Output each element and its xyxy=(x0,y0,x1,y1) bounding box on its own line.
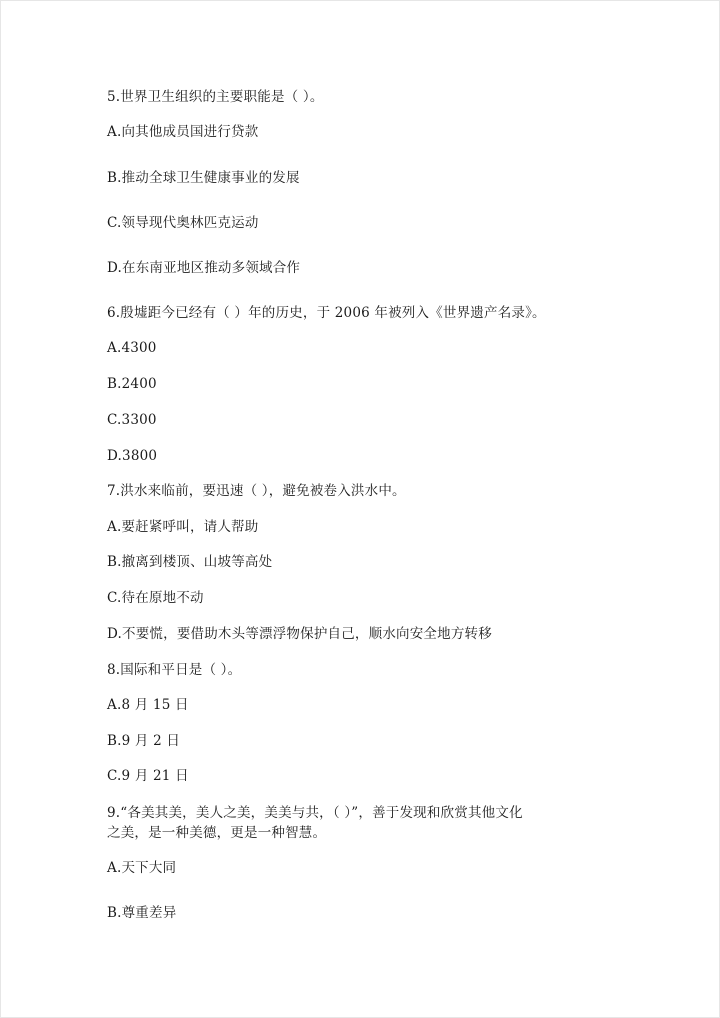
question-6-option-b: B.2400 xyxy=(107,376,157,392)
question-7-stem: 7.洪水来临前，要迅速（ ），避免被卷入洪水中。 xyxy=(107,483,406,499)
question-7-option-b: B.撤离到楼顶、山坡等高处 xyxy=(107,554,273,570)
question-9-option-b: B.尊重差异 xyxy=(107,905,177,921)
question-8-option-c: C.9 月 21 日 xyxy=(107,768,189,784)
question-8-option-b: B.9 月 2 日 xyxy=(107,733,181,749)
question-5-option-b: B.推动全球卫生健康事业的发展 xyxy=(107,170,300,186)
question-6-option-a: A.4300 xyxy=(107,340,157,356)
question-5-option-a: A.向其他成员国进行贷款 xyxy=(107,124,259,140)
question-7-option-d: D.不要慌，要借助木头等漂浮物保护自己，顺水向安全地方转移 xyxy=(107,626,492,642)
question-9-option-a: A.天下大同 xyxy=(107,860,177,876)
question-8-option-a: A.8 月 15 日 xyxy=(107,697,189,713)
question-5-option-d: D.在东南亚地区推动多领域合作 xyxy=(107,260,301,276)
question-9-stem-line-2: 之美，是一种美德，更是一种智慧。 xyxy=(107,825,327,841)
question-7-option-c: C.待在原地不动 xyxy=(107,590,204,606)
question-7-option-a: A.要赶紧呼叫，请人帮助 xyxy=(107,519,259,535)
question-6-option-d: D.3800 xyxy=(107,448,158,464)
question-5-option-c: C.领导现代奥林匹克运动 xyxy=(107,215,259,231)
question-8-stem: 8.国际和平日是（ ）。 xyxy=(107,662,242,678)
question-9-stem-line-1: 9.“各美其美，美人之美，美美与共，（ ）”，善于发现和欣赏其他文化 xyxy=(107,805,523,821)
question-6-option-c: C.3300 xyxy=(107,412,157,428)
question-5-stem: 5.世界卫生组织的主要职能是（ ）。 xyxy=(107,89,324,105)
question-6-stem: 6.殷墟距今已经有（ ）年的历史，于 2006 年被列入《世界遗产名录》。 xyxy=(107,305,546,321)
